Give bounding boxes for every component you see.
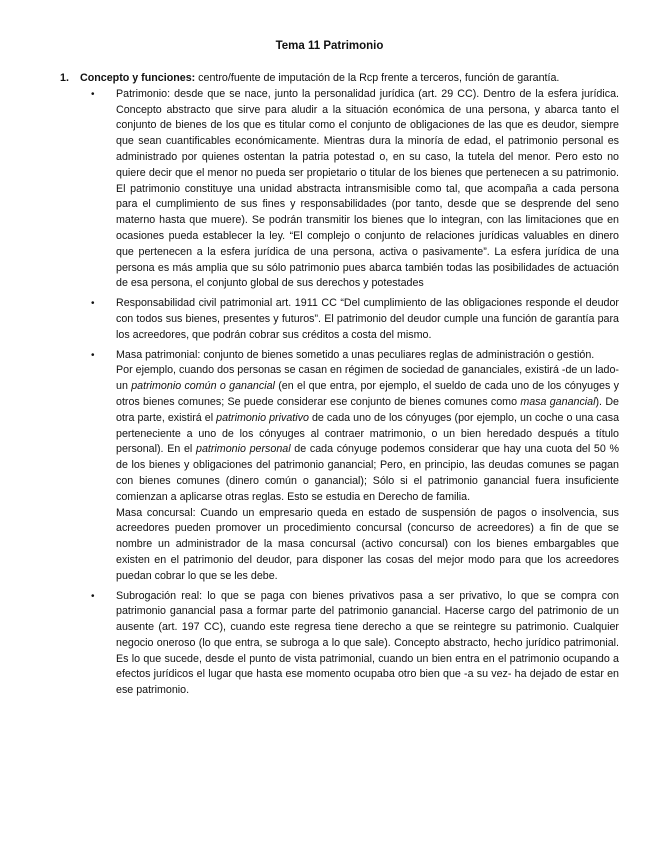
section-intro: centro/fuente de imputación de la Rcp frente a terceros, función de garantía. — [195, 72, 560, 84]
list-item-subrogacion — [91, 589, 619, 700]
paragraph-example — [116, 363, 619, 505]
text-run-italic: masa ganancial — [520, 395, 596, 408]
section-1 — [60, 71, 619, 699]
section-heading-text — [80, 71, 559, 87]
bullet-icon: • — [91, 298, 95, 310]
paragraph: Subrogación real: lo que se paga con bienes privativos pasa a ser privativo, lo que se compra con patrimonio ganancial pasa a formar parte del patrimonio ganancial. Hacerse cargo del patrimonio de un ausente (art. 197 CC), cuando este regresa tiene derecho a que se reintegre su patrimonio. Cualquier negocio oneroso (lo que entra, se subroga a lo que sale). Concepto abstracto, hecho jurídico patrimonial. Es lo que sucede, desde el punto de vista patrimonial, cuando un bien entra en el patrimonio ocupando a efectos jurídicos el lugar que hasta ese momento ocupaba otro bien que -a su vez- ha dejado de estar en ese patrimonio. — [116, 589, 619, 697]
text-run: de cada cónyuge podemos considerar que hay una cuota del 50 % de los bienes y obligaciones del patrimonio ganancial; Pero, en principio, las deudas comunes se pagan con bienes comunes (dinero común o ganancial); Sólo si el patrimonio ganancial fuera insuficiente comienzan a aplicarse otras reglas. Esto se estudia en Derecho de familia. — [116, 443, 619, 503]
text-run: Por ejemplo, cuando dos personas se casan en régimen de sociedad de gananciales, existirá -de un lado- un — [116, 364, 619, 393]
paragraph: Masa patrimonial: conjunto de bienes sometido a unas peculiares reglas de administración o gestión. — [116, 348, 595, 361]
bullet-list — [60, 87, 619, 699]
bullet-icon: • — [91, 590, 95, 602]
paragraph: Responsabilidad civil patrimonial art. 1911 CC “Del cumplimiento de las obligaciones responde el deudor con todos sus bienes, presentes y futuros”. El patrimonio del deudor cumple una función de garantía para los acreedores, que podrán cobrar sus créditos a costa del mismo. — [116, 297, 619, 341]
bullet-icon: • — [91, 88, 95, 100]
paragraph: Patrimonio: desde que se nace, junto la personalidad jurídica (art. 29 CC). Dentro de la esfera jurídica. Concepto abstracto que sirve para aludir a la situación económica de una persona, y abarca tanto el conjunto de bienes de los que es titular como el conjunto de obligaciones de las que es deudor, siempre que sean cuantificables económicamente. Mientras dura la minoría de edad, el patrimonio personal es administrado por quienes ostentan la patria potestad o, en su caso, la tutela del menor. Pero esto no quiere decir que el menor no pueda ser propietario o titular de los bienes que pertenecen a su patrimonio. El patrimonio constituye una unidad abstracta intransmisible como tal, que acompaña a cada persona para el cumplimiento de sus fines y responsabilidades (por tanto, desde que se desprende del seno materno hasta que muere). Se podrán transmitir los bienes que lo integran, con las limitaciones que en ocasiones pueda establecer la ley. “El complejo o conjunto de relaciones jurídicas valuables en dinero que pertenecen a la esfera jurídica de una persona, activa o pasivamente”. La esfera jurídica de una persona es más amplia que su sólo patrimonio pues abarca también todas las posibilidades de actuación de esa persona, el conjunto global de sus derechos y potestades — [116, 87, 619, 290]
text-run-italic: patrimonio privativo — [216, 411, 309, 424]
text-run: (en el que entra, por ejemplo, el sueldo de cada uno de los cónyuges y otros bienes comunes; Se puede considerar ese conjunto de bienes comunes como — [116, 380, 619, 408]
list-item-responsabilidad — [91, 296, 619, 343]
list-item-patrimonio — [91, 87, 619, 292]
text-run: de cada uno de los cónyuges (por ejemplo, un coche o una casa perteneciente a uno de los cónyuges al contraer matrimonio, o un bien heredado después a título personal). En el — [116, 411, 620, 456]
section-number: 1. — [60, 72, 69, 84]
text-run-italic: patrimonio común o ganancial — [131, 380, 275, 393]
bullet-icon: • — [91, 349, 95, 361]
page-title: Tema 11 Patrimonio — [275, 40, 384, 52]
section-heading-bold: Concepto y funciones: — [80, 72, 196, 84]
text-run-italic: patrimonio personal — [196, 443, 291, 456]
section-heading — [60, 71, 619, 87]
paragraph-concursal: Masa concursal: Cuando un empresario queda en estado de suspensión de pagos o insolvencia, sus acreedores pueden promover un procedimiento concursal (concurso de acreedores) a fin de que se nombre un administrador de la masa concursal (activo concursal) con los bienes embargables que existen en el patrimonio del deudor, para disponer las cosas del mejor modo para que los acreedores puedan cobrar lo que se les debe. — [116, 506, 619, 582]
list-item-masa — [91, 348, 619, 585]
text-run: ). De otra parte, existirá el — [116, 395, 619, 424]
